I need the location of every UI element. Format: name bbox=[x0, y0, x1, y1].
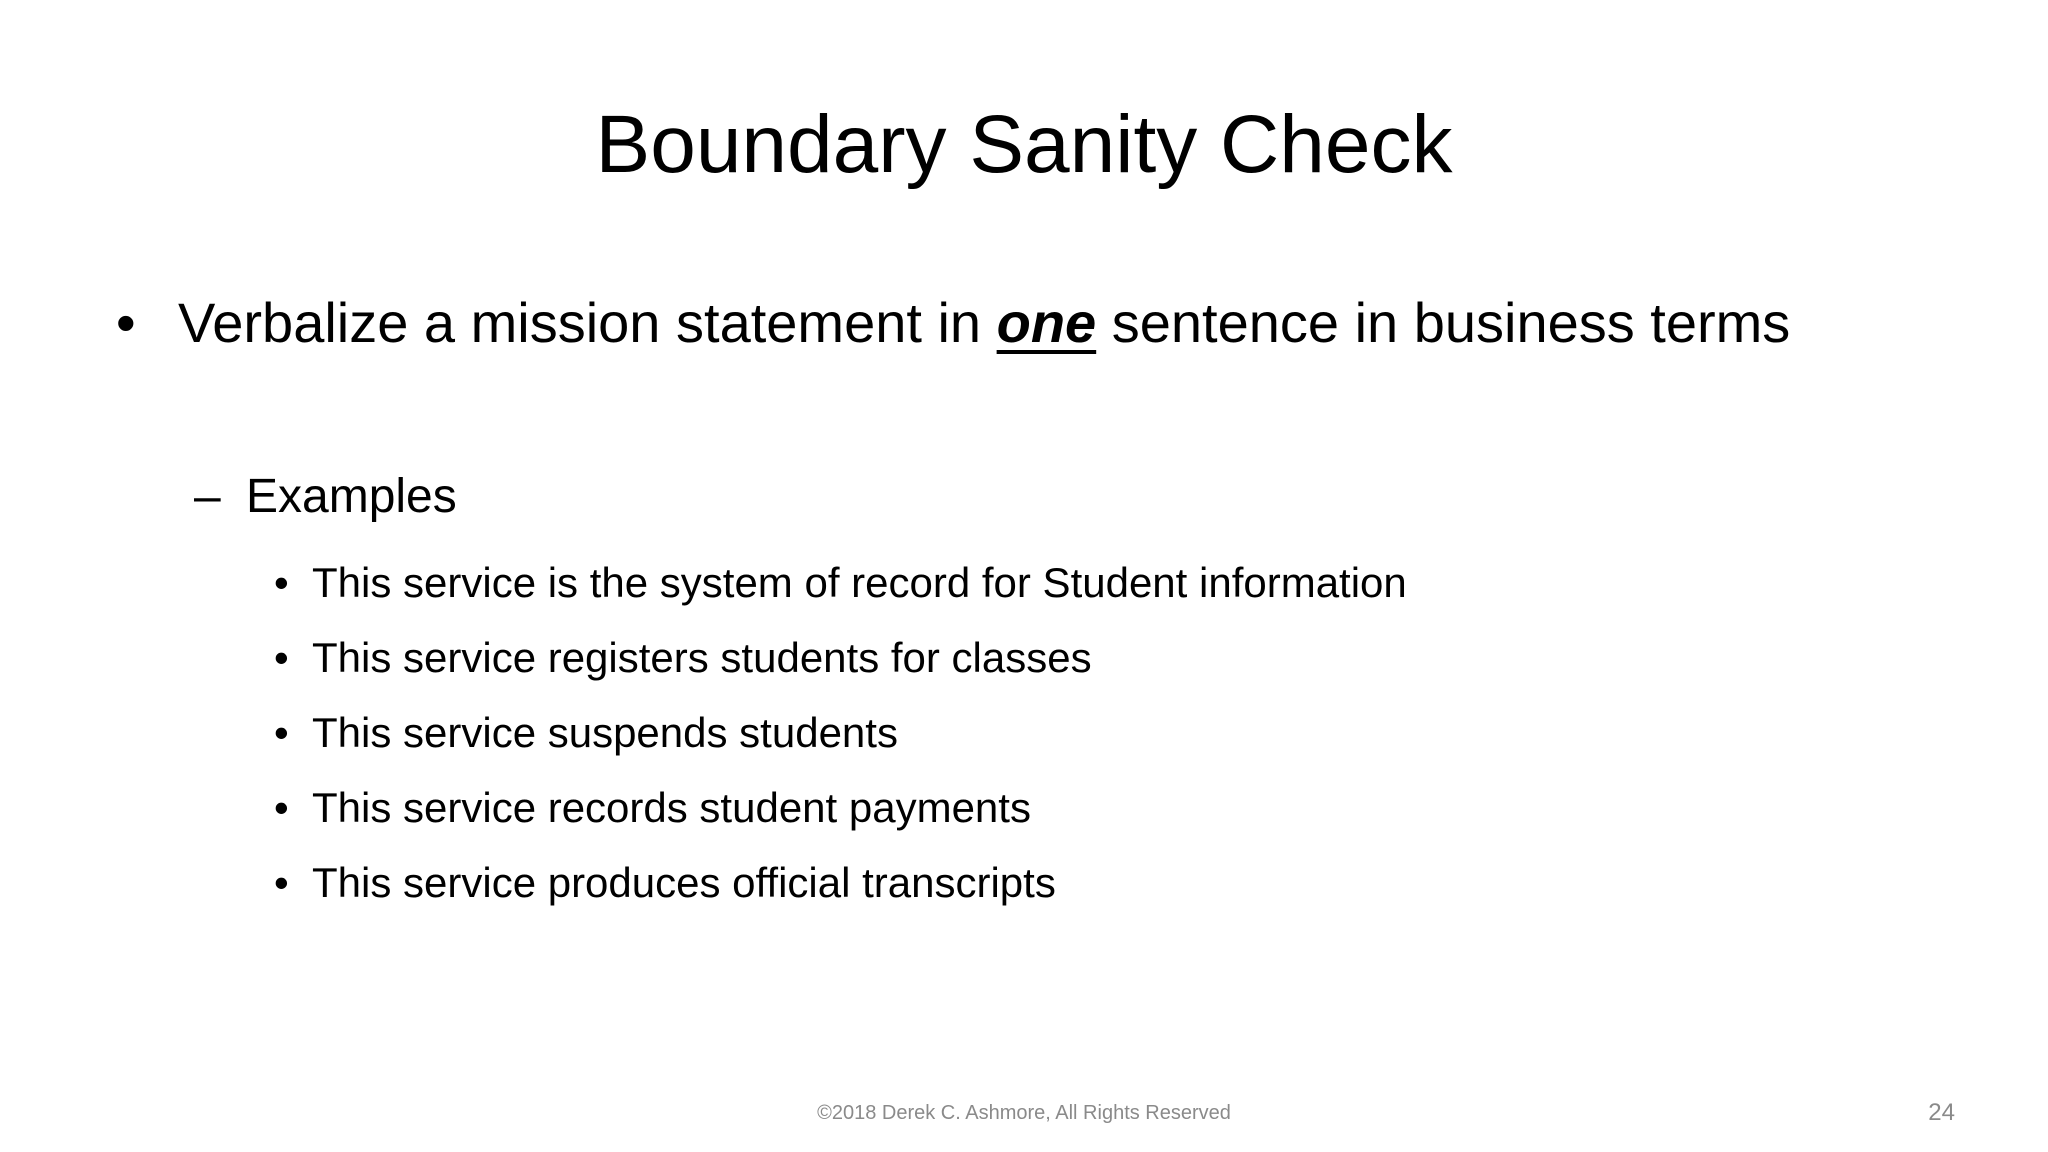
sub-bullet-dash: – bbox=[194, 470, 221, 523]
list-item bbox=[274, 545, 1407, 620]
list-item bbox=[274, 695, 1407, 770]
main-bullet-suffix: sentence in business terms bbox=[1096, 291, 1791, 354]
bullet-dot: • bbox=[274, 709, 289, 756]
bullet-dot: • bbox=[116, 291, 136, 354]
sub-bullet-label: Examples bbox=[246, 470, 457, 523]
example-text: This service registers students for classes bbox=[312, 634, 1092, 681]
example-text: This service produces official transcripts bbox=[312, 859, 1056, 906]
bullet-dot: • bbox=[274, 859, 289, 906]
example-text: This service is the system of record for Student information bbox=[312, 559, 1407, 606]
list-item bbox=[274, 620, 1407, 695]
sub-bullet bbox=[194, 462, 457, 532]
bullet-dot: • bbox=[274, 784, 289, 831]
main-bullet-prefix: Verbalize a mission statement in bbox=[178, 291, 997, 354]
examples-list bbox=[274, 545, 1407, 920]
list-item bbox=[274, 770, 1407, 845]
slide-title: Boundary Sanity Check bbox=[595, 99, 1453, 190]
bullet-dot: • bbox=[274, 634, 289, 681]
main-bullet bbox=[116, 282, 1878, 363]
copyright-footer: ©2018 Derek C. Ashmore, All Rights Reserved bbox=[817, 1102, 1231, 1124]
list-item bbox=[274, 845, 1407, 920]
main-bullet-emphasis: one bbox=[996, 291, 1097, 354]
example-text: This service suspends students bbox=[312, 709, 898, 756]
example-text: This service records student payments bbox=[312, 784, 1031, 831]
page-number: 24 bbox=[1928, 1099, 1955, 1126]
bullet-dot: • bbox=[274, 559, 289, 606]
